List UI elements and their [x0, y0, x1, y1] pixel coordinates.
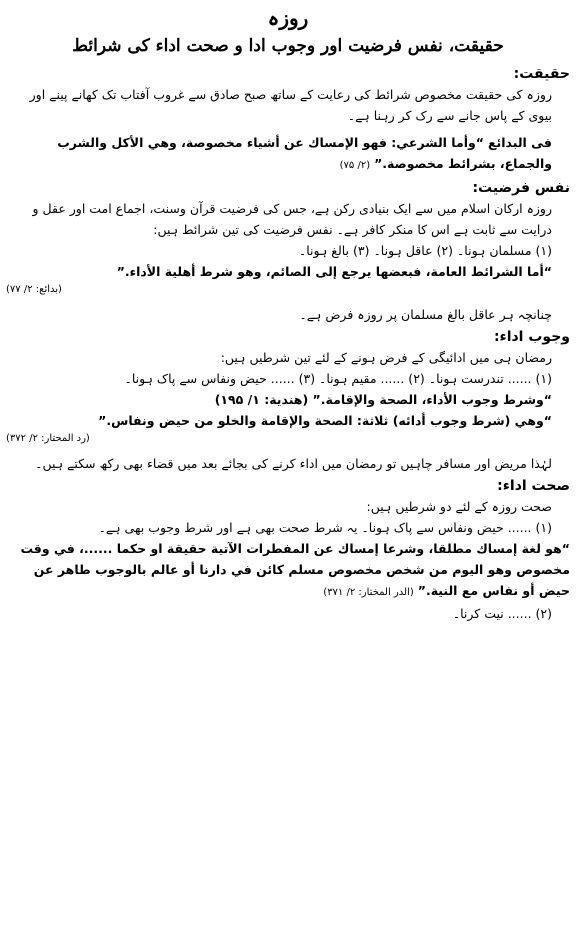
- condition-sihhat-2: (۲) ...... نیت کرنا۔: [452, 606, 552, 621]
- arabic-source-label: فی البدائع: [487, 135, 552, 150]
- section-heading-sihhat: صحت اداء:: [497, 478, 570, 494]
- arabic-quote-nafs: “أما الشرائط العامة، فبعضها يرجع إلى الصائم، وهو شرط أهلية الأداء.”: [116, 264, 552, 279]
- page-title: روزہ: [267, 6, 309, 30]
- paragraph-nafs: روزہ ارکان اسلام میں سے ایک بنیادی رکن ہے، جس کی فرضیت قرآن وسنت، اجماع امت اور عقل و درایت سے ثابت ہے اس کا منکر کافر ہے۔ نفس فرضیت کی تین شرائط ہیں:: [32, 201, 552, 237]
- arabic-quote-radd: “وهي (شرط وجوب أدائه) ثلاثة: الصحة والإقامة والخلو من حيض ونفاس.”: [98, 413, 552, 428]
- condition-sihhat-1: (۱) ...... حیض ونفاس سے پاک ہونا۔ یہ شرط صحت بھی ہے اور شرط وجوب بھی ہے۔: [98, 520, 552, 535]
- arabic-quote-text: “وأما الشرعي: فهو الإمساك عن أشياء مخصوصة، وهي الأكل والشرب والجماع، بشرائط مخصوصة.”: [57, 135, 552, 171]
- section-heading-wujoob: وجوب اداء:: [493, 329, 570, 345]
- section-heading-haqiqat: حقیقت:: [513, 66, 570, 82]
- paragraph-haqiqat: روزہ کی حقیقت مخصوص شرائط کی رعایت کے ساتھ صبح صادق سے غروب آفتاب تک کھانے پینے اور بیوی کے پاس جانے سے رک کر رہنا ہے۔: [29, 87, 552, 123]
- paragraph-sihhat: صحت روزہ کے لئے دو شرطیں ہیں:: [366, 499, 552, 514]
- arabic-quote-durr: [6, 538, 570, 603]
- note-wujoob: لہٰذا مریض اور مسافر چاہیں تو رمضان میں اداء کرنے کی بجائے بعد میں قضاء بھی رکھ سکتے ہیں۔: [35, 456, 552, 471]
- arabic-quote-hindiya: “وشرط وجوب الأداء، الصحة والإقامة.” (هندية: ۱/ ۱۹۵): [214, 392, 552, 407]
- arabic-quote-badai: [6, 132, 570, 176]
- page-subtitle: حقیقت، نفس فرضیت اور وجوب ادا و صحت اداء کی شرائط: [72, 36, 504, 56]
- paragraph-wujoob: رمضان ہی میں ادائیگی کے فرض ہونے کے لئے تین شرطیں ہیں:: [220, 350, 552, 365]
- reference-wujoob: (رد المحتار: ۲/ ۳۷۲): [6, 433, 90, 444]
- conditions-wujoob: (۱) ...... تندرست ہونا۔ (۲) ...... مقیم ہونا۔ (۳) ...... حیض ونفاس سے پاک ہونا۔: [124, 371, 552, 386]
- reference: (۲/ ۷۵): [339, 160, 371, 171]
- note-nafs: چنانچہ ہر عاقل بالغ مسلمان پر روزہ فرض ہے۔: [299, 307, 552, 322]
- section-heading-nafs: نفس فرضیت:: [472, 180, 570, 196]
- conditions-nafs: (۱) مسلمان ہونا۔ (۲) عاقل ہونا۔ (۳) بالغ ہونا۔: [298, 243, 552, 258]
- reference-sihhat: (الدر المختار: ۲/ ۳۷۱): [323, 587, 414, 598]
- reference-nafs: (بدائع: ۲/ ۷۷): [6, 284, 62, 295]
- arabic-quote-text-durr: “هو لغة إمساك مطلقا، وشرعا إمساك عن المفطرات الآتية حقيقة او حكما ......، في وقت مخصوص وهو اليوم من شخص مخصوص مسلم كائن في دارنا أو عالم بالوجوب طاهر عن حيض أو نفاس مع النية.”: [20, 541, 570, 598]
